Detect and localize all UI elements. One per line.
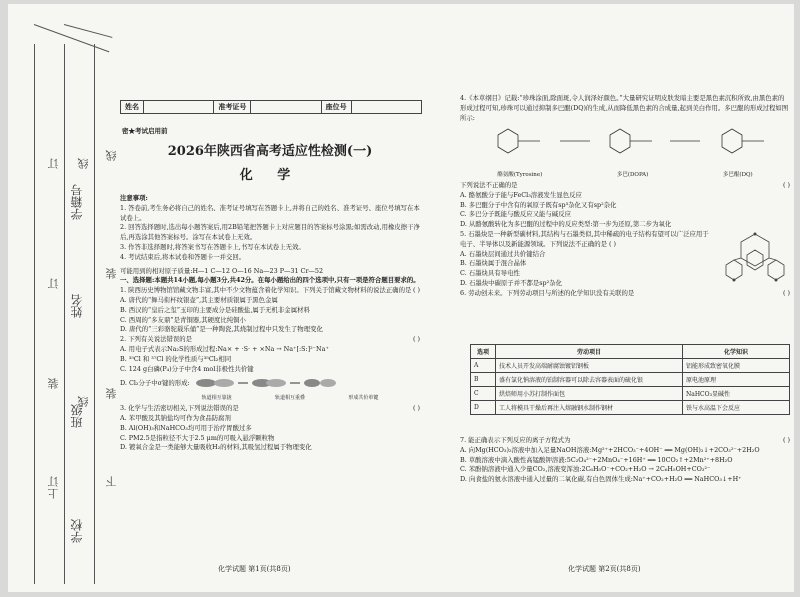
table-cell: A bbox=[471, 359, 496, 373]
zhuang-mark-1: 装 bbox=[105, 266, 118, 279]
table-cell: B bbox=[471, 373, 496, 387]
table-row bbox=[471, 373, 790, 387]
exam-title: 2026年陕西省高考适应性检测(一) bbox=[167, 144, 373, 159]
q5-stem: 5. 石墨炔是一种新型碳材料,其结构与石墨类似,其中稀疏的电子结构有望可以广泛应用于电子、半导体以及新能源领域。下列说法不正确的是 bbox=[460, 229, 709, 248]
ding-mark-2: 订 bbox=[47, 276, 60, 289]
q2-option-d bbox=[120, 374, 420, 394]
step-label: 轨道相互靠拢 bbox=[201, 395, 232, 402]
table-cell: 铁与水高温下会反应 bbox=[683, 401, 790, 415]
subject-title: 化 学 bbox=[239, 168, 301, 183]
q4-question: 下列说法不正确的是 bbox=[460, 180, 518, 189]
q1-option: B. 西汉的“皇后之玺”玉印的主要成分是硅酸盐,属于无机非金属材料 bbox=[120, 305, 310, 314]
binding-diag-2 bbox=[34, 24, 110, 52]
question-1 bbox=[120, 286, 420, 335]
hexagon bbox=[726, 260, 742, 280]
table-cell: 铝能形成致密氧化膜 bbox=[683, 359, 790, 373]
q7-answer-paren: ( ) bbox=[782, 436, 790, 444]
q7-option: D. 向食盐的氨水溶液中通入过量的二氧化碳,有白色固体生成:Na⁺+CO₂+H₂O ══ NaHCO₃↓+H⁺ bbox=[460, 475, 742, 484]
q6-stem: 6. 劳动创未来。下列劳动项目与所述的化学知识没有关联的是 bbox=[460, 288, 635, 297]
orbital-lobe bbox=[196, 379, 216, 387]
binding-diag-1 bbox=[64, 24, 113, 38]
ding-mark-1: 订 bbox=[47, 156, 60, 169]
table-cell: 原电池原理 bbox=[683, 373, 790, 387]
q7-stem: 7. 能正确表示下列反应的离子方程式为 bbox=[460, 436, 571, 444]
table-cell: 烘焙师用小苏打制作面包 bbox=[496, 387, 683, 401]
notes-heading: 注意事项: bbox=[120, 194, 148, 202]
label-class: 班级 bbox=[70, 404, 84, 428]
q1-answer-paren: ( ) bbox=[412, 286, 420, 295]
q5-option: A. 石墨炔层间通过共价键结合 bbox=[460, 249, 546, 258]
xian-mark-3: 线 bbox=[77, 394, 90, 407]
table-row bbox=[471, 359, 790, 373]
table-cell: 工人将模具干燥后再注入熔融钢水制作钢材 bbox=[496, 401, 683, 415]
benzene-ring bbox=[610, 129, 630, 153]
q6-answer-paren: ( ) bbox=[782, 288, 790, 297]
step-label: 轨道相互重叠 bbox=[274, 395, 305, 402]
q3-stem: 3. 化学与生活密切相关,下列说法错误的是 bbox=[120, 404, 239, 413]
binding-line-1 bbox=[34, 44, 35, 584]
note-item: 4. 考试结束后,将本试卷和答题卡一并交回。 bbox=[120, 252, 246, 261]
mol-label-dq: 多巴醌(DQ) bbox=[722, 172, 753, 179]
binding-line-3 bbox=[94, 44, 95, 584]
molecule-labels bbox=[460, 171, 790, 181]
atom bbox=[754, 232, 757, 235]
shang-mark: 上 bbox=[47, 486, 60, 499]
atom bbox=[775, 278, 778, 281]
table-row bbox=[471, 401, 790, 415]
benzene-ring bbox=[498, 129, 518, 153]
secret-mark: 密★考试启用前 bbox=[122, 127, 168, 135]
name-label: 姓名 bbox=[121, 101, 144, 113]
question-3 bbox=[120, 404, 420, 453]
hexagon bbox=[747, 250, 763, 270]
q2-answer-paren: ( ) bbox=[412, 335, 420, 344]
table-header: 选项 bbox=[471, 345, 496, 359]
binding-margin bbox=[8, 4, 118, 592]
q3-option: A. 苯甲酸及其钠盐均可作为食品防腐剂 bbox=[120, 413, 231, 422]
q1-option: A. 唐代的“舞马衔杯纹银壶”,其主要材质银属于黑色金属 bbox=[120, 295, 278, 304]
right-page bbox=[460, 94, 790, 299]
q3-answer-paren: ( ) bbox=[412, 404, 420, 413]
atom bbox=[733, 278, 736, 281]
quinone-ring bbox=[722, 129, 742, 153]
question-5 bbox=[460, 230, 790, 289]
note-item: 3. 作答非选择题时,将答案书写在答题卡上,书写在本试卷上无效。 bbox=[120, 242, 305, 251]
orbital-lobe bbox=[266, 379, 286, 387]
xian-mark-2: 线 bbox=[105, 148, 118, 161]
table-header-row bbox=[471, 345, 790, 359]
step-label: 形成共价单键 bbox=[348, 395, 379, 402]
hexagon bbox=[768, 260, 784, 280]
q4-option: C. 多巴分子既能与酸反应又能与碱反应 bbox=[460, 210, 571, 219]
q1-stem: 1. 陕西历史博物馆馆藏文物丰富,其中不少文物蕴含着化学知识。下列关于馆藏文物材料的说法正确的是 bbox=[120, 286, 412, 295]
bond bbox=[734, 258, 741, 260]
atomic-masses: 可能用到的相对原子质量:H—1 C—12 O—16 Na—23 P—31 Cr—52 bbox=[120, 266, 324, 275]
q2-option: D. Cl₂分子中σ键的形成: bbox=[120, 379, 190, 388]
q2-steps bbox=[180, 394, 400, 404]
q3-option: C. PM2.5是指粒径不大于2.5 μm的可吸入悬浮颗粒物 bbox=[120, 433, 275, 442]
table-cell: C bbox=[471, 387, 496, 401]
page-footer-right: 化学试题 第2页(共8页) bbox=[568, 565, 641, 573]
orbital-lobe bbox=[320, 379, 336, 387]
name-blank[interactable] bbox=[144, 101, 214, 113]
label-student-id: 学籍号 bbox=[70, 184, 84, 220]
notes-block bbox=[120, 194, 420, 453]
exam-no-label: 准考证号 bbox=[214, 101, 251, 113]
note-item: 2. 回答选择题时,选出每小题答案后,用2B铅笔把答题卡上对应题目的答案标号涂黑;如需改动,用橡皮擦干净后,再选涂其他答案标号。涂写在本试卷上无效。 bbox=[120, 223, 420, 242]
orbital-lobe bbox=[304, 379, 320, 387]
label-name: 姓名 bbox=[70, 294, 84, 318]
xia-mark: 下 bbox=[105, 474, 118, 487]
table-row bbox=[471, 387, 790, 401]
q7-option: A. 向Mg(HCO₃)₂溶液中加入足量NaOH溶液:Mg²⁺+2HCO₃⁻+4OH⁻ ══ Mg(OH)₂↓+2CO₃²⁻+2H₂O bbox=[460, 445, 760, 454]
q2-option: A. 用电子式表示Na₂S的形成过程:Na× + ·S· + ×Na → Na⁺[:S:]²⁻Na⁺ bbox=[120, 344, 329, 353]
dopaquinone-pathway-diagram bbox=[460, 123, 790, 167]
seat-label: 座位号 bbox=[322, 101, 352, 113]
mol-label-tyrosine: 酪氨酸(Tyrosine) bbox=[497, 172, 543, 179]
ding-mark-3: 订 bbox=[47, 474, 60, 487]
q3-option: D. 镀氧合金是一类能够大量吸收H₂的材料,其吸氢过程属于物理变化 bbox=[120, 443, 312, 452]
bond bbox=[769, 258, 776, 260]
note-item: 1. 答卷前,考生务必将自己的姓名、准考证号填写在答题卡上,并将自己的姓名、准考证号、座位号填写在本试卷上。 bbox=[120, 203, 420, 222]
graphdiyne-structure bbox=[720, 230, 790, 290]
q1-option: D. 唐代的“三彩骆驼载乐俑”是一种陶瓷,其烧制过程中只发生了物理变化 bbox=[120, 325, 323, 334]
zhuang-mark-3: 装 bbox=[47, 376, 60, 389]
question-7 bbox=[460, 436, 790, 485]
table-cell: 技术人员开发高端耐腐蚀镀铝钢板 bbox=[496, 359, 683, 373]
exam-sheet bbox=[8, 4, 794, 592]
binding-line-2 bbox=[64, 44, 65, 584]
q5-option: B. 石墨炔属于混合晶体 bbox=[460, 259, 527, 268]
q4-option: D. 从酪氨酸转化为多巴醌的过程中的反应类型:第一步为还原,第二步为氧化 bbox=[460, 220, 672, 229]
table-cell: 盛有氯化钠溶液的铂制容器可以除去容器表面的硫化银 bbox=[496, 373, 683, 387]
q4-stem: 4.《本草纲目》记载:“珍珠涂面,除面斑,令人润泽好颜色。”大量研究证明皮肤发暗主要是黑色素沉积所致,由黑色素的形成过程可知,珍珠可以通过抑制多巴醌(DQ)的生成,从而降低黑色素的合成量,起到美白作用。多巴醌的形成过程如图所示: bbox=[460, 94, 789, 122]
q4-option: A. 酪氨酸分子能与FeCl₃溶液发生显色反应 bbox=[460, 190, 582, 199]
q1-option: C. 西周的“多友鼎”是青铜器,其硬度比纯铜小 bbox=[120, 315, 246, 324]
exam-no-blank[interactable] bbox=[251, 101, 321, 113]
q4-option: B. 多巴醌分子中含有的氧原子既有sp³杂化又有sp²杂化 bbox=[460, 200, 617, 209]
question-2 bbox=[120, 335, 420, 404]
q7-option: B. 草酸溶液中滴入酸性高锰酸钾溶液:5C₂O₄²⁻+2MnO₄⁻+16H⁺ ══ 10CO₂↑+2Mn²⁺+8H₂O bbox=[460, 455, 733, 464]
candidate-info-bar bbox=[120, 100, 422, 114]
q2-option: C. 124 g白磷(P₄)分子中含4 mol非极性共价键 bbox=[120, 364, 254, 373]
zhuang-mark-2: 装 bbox=[105, 386, 118, 399]
page-footer-left: 化学试题 第1页(共8页) bbox=[218, 565, 291, 573]
orbital-overlap-diagram bbox=[194, 375, 344, 393]
orbital-lobe bbox=[214, 379, 234, 387]
xian-mark-1: 线 bbox=[77, 156, 90, 169]
table-header: 化学知识 bbox=[683, 345, 790, 359]
q5-option: D. 石墨炔中碳原子并不都是sp²杂化 bbox=[460, 278, 562, 287]
table-cell: D bbox=[471, 401, 496, 415]
label-school: 学校 bbox=[70, 519, 84, 543]
q5-answer-paren: ( ) bbox=[609, 239, 617, 248]
seat-blank[interactable] bbox=[352, 101, 421, 113]
mol-label-dopa: 多巴(DOPA) bbox=[616, 172, 649, 179]
table-cell: NaHCO₃显碱性 bbox=[683, 387, 790, 401]
q3-option: B. Al(OH)₃和NaHCO₃均可用于治疗胃酸过多 bbox=[120, 423, 252, 432]
q5-option: C. 石墨炔具有导电性 bbox=[460, 269, 520, 278]
q2-option: B. ³⁵Cl 和 ³⁷Cl 的化学性质与³⁵Cl₂相同 bbox=[120, 354, 232, 363]
q2-stem: 2. 下列有关说法错误的是 bbox=[120, 335, 193, 344]
section-one-heading: 一、选择题:本题共14小题,每小题3分,共42分。在每小题给出的四个选项中,只有一项是符合题目要求的。 bbox=[120, 276, 420, 285]
table-header: 劳动项目 bbox=[496, 345, 683, 359]
q7-option: C. 苯酚钠溶液中通入少量CO₂,溶液变浑浊:2C₆H₅O⁻+CO₂+H₂O → 2C₆H₅OH+CO₃²⁻ bbox=[460, 465, 711, 474]
q6-table bbox=[470, 344, 790, 415]
q4-answer-paren: ( ) bbox=[782, 180, 790, 189]
